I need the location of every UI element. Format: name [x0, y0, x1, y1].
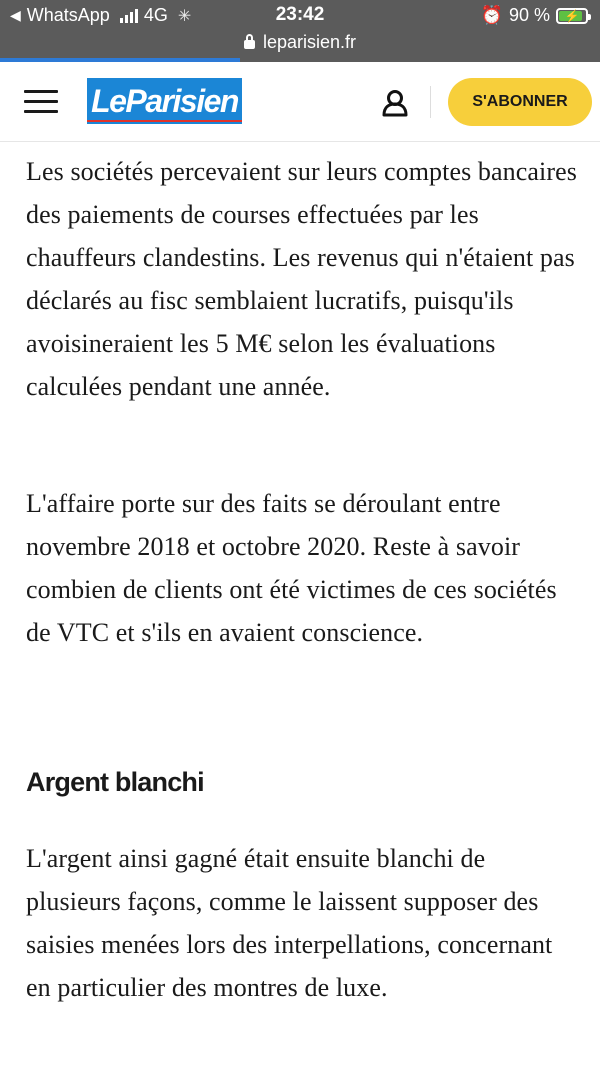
alarm-icon: ⏰	[480, 5, 503, 25]
network-label: 4G	[143, 5, 168, 25]
clock: 23:42	[275, 4, 325, 25]
article-paragraph: L'argent ainsi gagné était ensuite blanchi de plusieurs façons, comme le laissent supposer des saisies menées lors des interpellations, concernant en particulier des montres de luxe.	[26, 844, 553, 1002]
url-text: leparisien.fr	[262, 32, 357, 52]
site-header	[0, 62, 600, 142]
account-icon[interactable]	[380, 88, 410, 118]
article-paragraph: L'affaire porte sur des faits se déroulant entre novembre 2018 et octobre 2020. Reste à savoir combien de clients ont été victimes de ces sociétés de VTC et s'ils en avaient conscience.	[26, 489, 557, 647]
site-logo[interactable]: LeParisien	[87, 78, 242, 124]
charging-bolt-icon: ⚡	[564, 8, 580, 23]
battery-icon	[556, 8, 588, 24]
back-app-label: WhatsApp	[26, 5, 110, 25]
back-arrow-icon: ◀	[10, 7, 21, 23]
subscribe-button[interactable]: S'ABONNER	[448, 78, 592, 126]
loading-spinner-icon: ✳	[177, 7, 192, 25]
header-divider	[430, 86, 431, 118]
lock-icon	[244, 40, 255, 49]
battery-percent: 90 %	[508, 5, 550, 25]
article-paragraph: Les sociétés percevaient sur leurs comptes bancaires des paiements de courses effectuées par les chauffeurs clandestins. Les revenus qui n'étaient pas déclarés au fisc semblaient lucratifs, puisqu'ils avoisineraient les 5 M€ selon les évaluations calculées pendant une année.	[26, 157, 577, 401]
section-heading: Argent blanchi	[26, 767, 204, 797]
ios-status-bar	[0, 0, 600, 62]
menu-icon[interactable]	[24, 90, 58, 114]
url-bar[interactable]	[0, 32, 600, 53]
